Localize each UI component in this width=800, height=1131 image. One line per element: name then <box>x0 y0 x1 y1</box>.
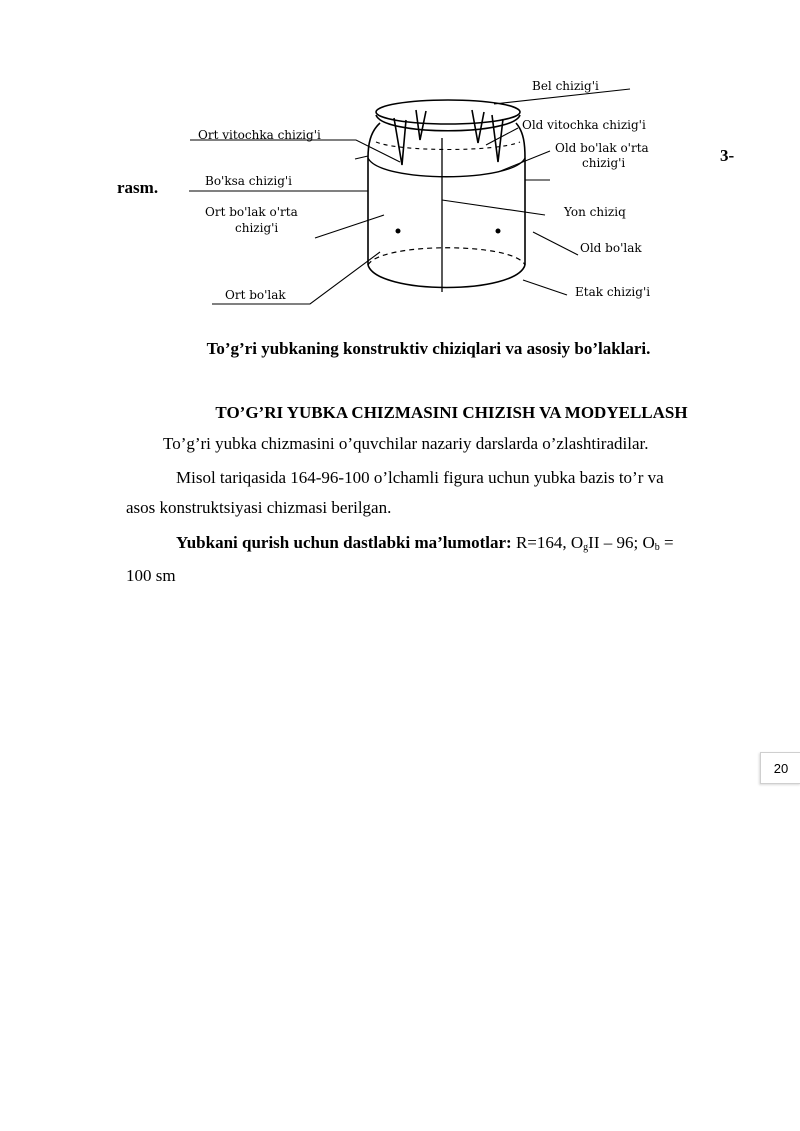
label-boksa: Bo'ksa chizig'i <box>205 174 293 188</box>
label-old-bolak-orta-2: chizig'i <box>582 156 626 170</box>
label-old-bolak: Old bo'lak <box>580 241 642 255</box>
paragraph-2-line-2: asos konstruktsiyasi chizmasi berilgan. <box>126 498 392 517</box>
paragraph-1: To’g’ri yubka chizmasini o’quvchilar nazariy darslarda o’zlashtiradilar. <box>163 434 649 453</box>
hip-line <box>368 158 525 177</box>
label-etak: Etak chizig'i <box>575 285 651 299</box>
label-old-bolak-orta-1: Old bo'lak o'rta <box>555 141 649 155</box>
label-ort-bolak-orta-1: Ort bo'lak o'rta <box>205 205 298 219</box>
hem-back-curve <box>368 248 525 265</box>
front-panel-dot <box>496 229 501 234</box>
hem-front-curve <box>368 265 525 288</box>
dart-back-left <box>394 118 406 165</box>
figure-number-part1: 3- <box>720 146 735 165</box>
initial-data-label: Yubkani qurish uchun dastlabki ma’lumotlar: <box>176 533 512 552</box>
waist-band-front <box>376 115 520 131</box>
skirt-left-hip-curve <box>368 123 380 158</box>
figure-caption: To’g’ri yubkaning konstruktiv chiziqlari va asosiy bo’laklari. <box>206 339 651 358</box>
label-yon: Yon chiziq <box>564 205 626 219</box>
label-bel: Bel chizig'i <box>532 79 599 93</box>
label-ort-bolak-orta-2: chizig'i <box>235 221 279 235</box>
dart-front-left <box>472 110 484 143</box>
label-old-vitochka: Old vitochka chizig'i <box>522 118 646 132</box>
dart-back-right <box>416 110 426 140</box>
skirt-diagram <box>180 70 700 315</box>
figure-number-part2: rasm. <box>117 178 159 197</box>
label-ort-vitochka: Ort vitochka chizig'i <box>198 128 321 142</box>
paragraph-2-line-1: Misol tariqasida 164-96-100 o’lchamli figura uchun yubka bazis to’r va <box>176 468 664 487</box>
back-panel-dot <box>396 229 401 234</box>
paragraph-3-line-1: Yubkani qurish uchun dastlabki ma’lumotlar: R=164, $O_gII - 96$; $O_b$ = <box>176 533 674 553</box>
page-number: 20 <box>760 752 800 784</box>
section-heading: TO’G’RI YUBKA CHIZMASINI CHIZISH VA MODYELLASH <box>215 403 688 422</box>
label-ort-bolak: Ort bo'lak <box>225 288 286 302</box>
paragraph-3-line-2: 100 sm <box>126 566 176 585</box>
